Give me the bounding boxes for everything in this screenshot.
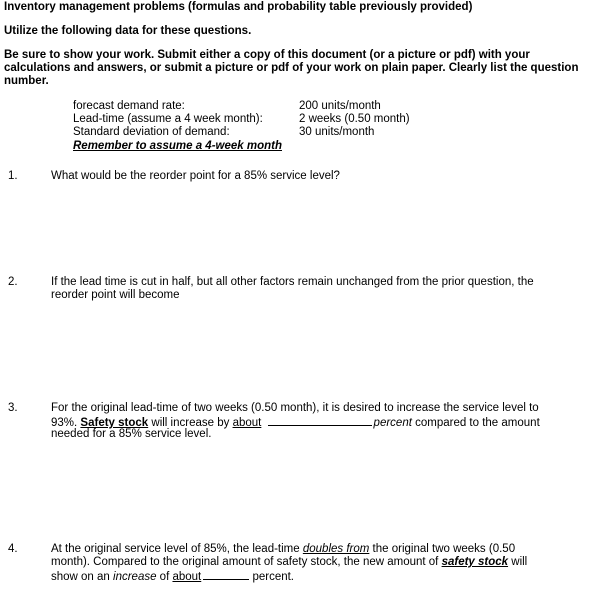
q3-text-93: 93%. xyxy=(51,417,81,429)
question-2-line-1: If the lead time is cut in half, but all other factors remain unchanged from the prior question, the xyxy=(51,276,534,288)
question-3-line-1: For the original lead-time of two weeks (0.50 month), it is desired to increase the service level to xyxy=(51,402,539,414)
utilize-line: Utilize the following data for these questions. xyxy=(4,25,252,37)
question-4-line-3 xyxy=(51,569,294,584)
q3-percent: percent xyxy=(373,417,412,429)
question-number-3: 3. xyxy=(8,402,18,414)
question-number-2: 2. xyxy=(8,276,18,288)
q3-about: about xyxy=(232,417,262,429)
q4-text-compared: month). Compared to the original amount of safety stock, the new amount of xyxy=(51,556,442,568)
page-title: Inventory management problems (formulas and probability table previously provided) xyxy=(4,1,473,13)
q4-about: about xyxy=(172,571,202,583)
q3-answer-blank[interactable] xyxy=(268,415,372,426)
q3-safety-stock-term: Safety stock xyxy=(80,417,149,429)
q4-doubles-from: doubles from xyxy=(302,543,370,555)
q4-answer-blank[interactable] xyxy=(203,569,249,580)
given-label-stddev: Standard deviation of demand: xyxy=(73,126,230,138)
question-1-text: What would be the reorder point for a 85% service level? xyxy=(51,170,340,182)
q3-text-increase: will increase by xyxy=(148,417,233,429)
q3-text-compared: compared to the amount xyxy=(411,417,540,429)
q4-text-original: At the original service level of 85%, the lead-time xyxy=(51,543,303,555)
given-value-leadtime: 2 weeks (0.50 month) xyxy=(299,113,410,125)
q4-safety-stock-term: safety stock xyxy=(441,556,509,568)
question-number-4: 4. xyxy=(8,543,18,555)
given-label-demand: forecast demand rate: xyxy=(73,100,185,112)
question-3-line-3: needed for a 85% service level. xyxy=(51,428,212,440)
question-number-1: 1. xyxy=(8,170,18,182)
q4-increase: increase xyxy=(113,571,157,583)
instructions: Be sure to show your work. Submit either a copy of this document (or a picture or pdf) with your calculations and answers, or submit a picture or pdf of your work on plain paper. Clearly list the question number. xyxy=(4,49,579,87)
q4-text-two-weeks: the original two weeks (0.50 xyxy=(369,543,516,555)
q4-percent: percent. xyxy=(249,571,294,583)
given-label-leadtime: Lead-time (assume a 4 week month): xyxy=(73,113,263,125)
q4-text-will: will xyxy=(508,556,528,568)
question-4-line-1 xyxy=(51,543,515,556)
q4-text-show: show on an xyxy=(51,571,114,583)
given-value-demand: 200 units/month xyxy=(299,100,381,112)
four-week-reminder: Remember to assume a 4-week month xyxy=(73,140,282,152)
q4-text-of: of xyxy=(156,571,173,583)
question-2-line-2: reorder point will become xyxy=(51,289,180,301)
given-value-stddev: 30 units/month xyxy=(299,126,375,138)
question-4-line-2 xyxy=(51,556,527,569)
